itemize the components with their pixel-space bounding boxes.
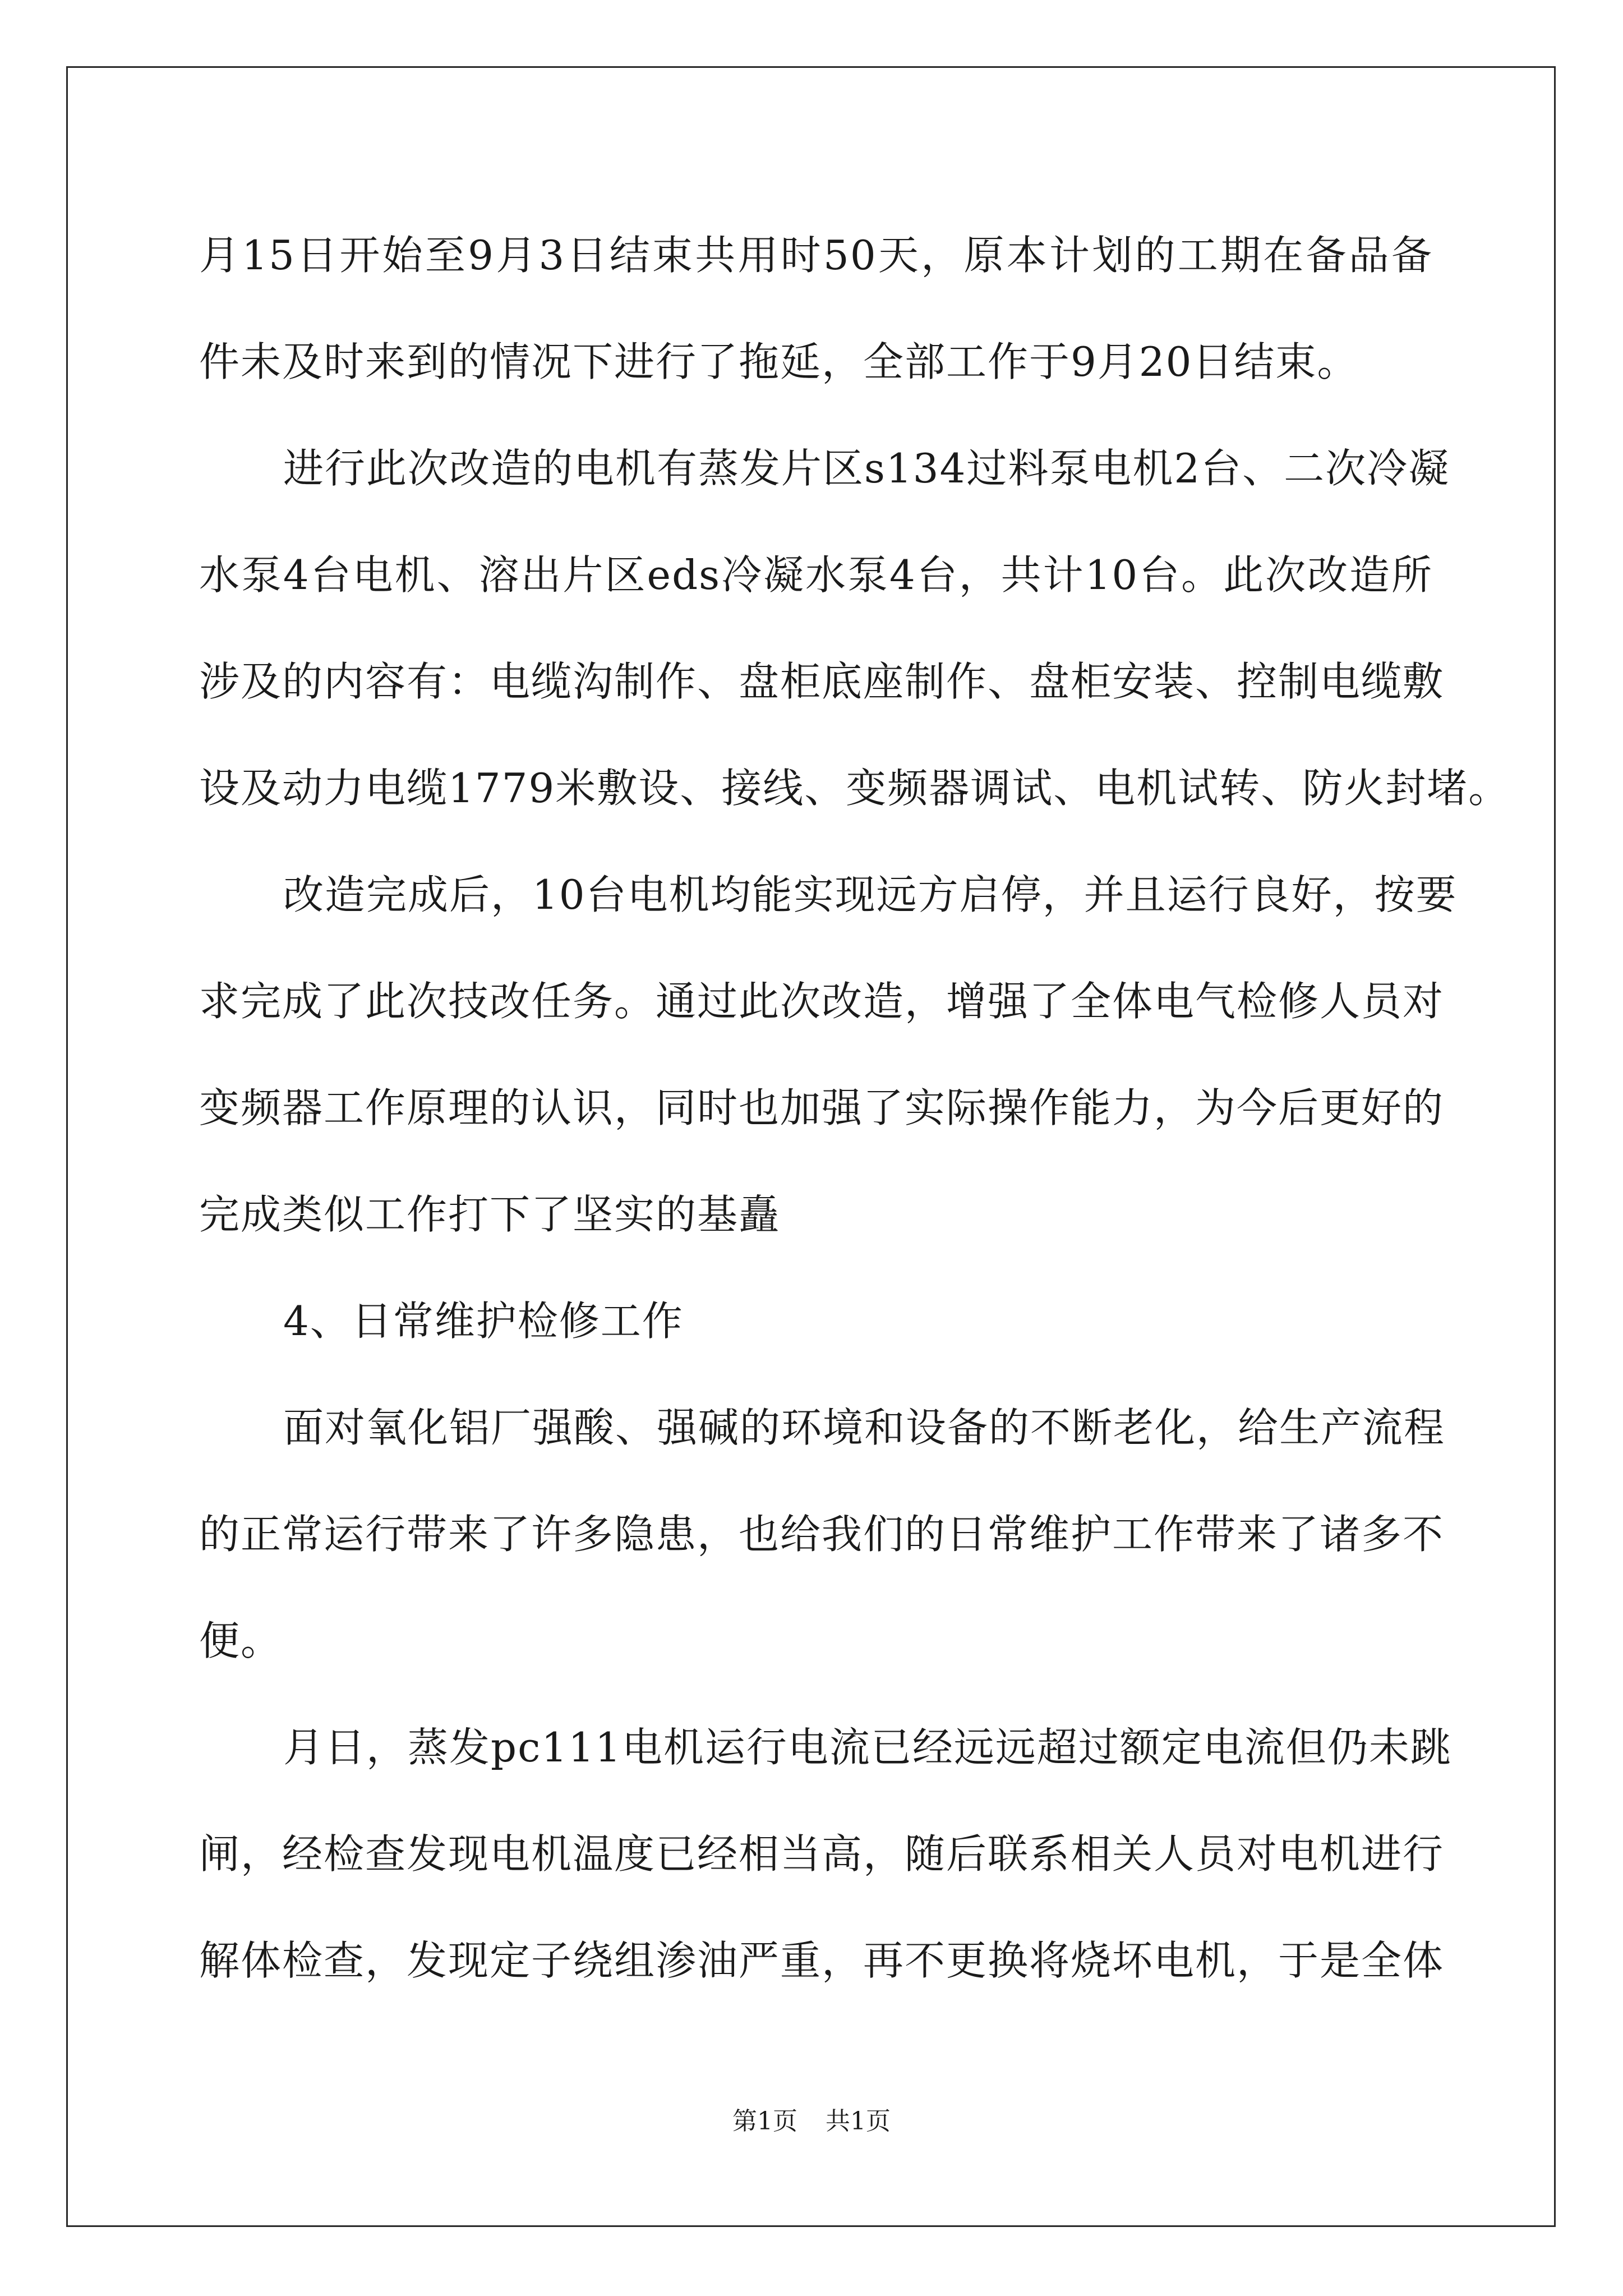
text-line: 设及动力电缆1779米敷设、接线、变频器调试、电机试转、防火封堵。 — [199, 765, 1510, 812]
text-line: 变频器工作原理的认识，同时也加强了实际操作能力，为今后更好的 — [199, 1084, 1445, 1131]
text-line: 进行此次改造的电机有蒸发片区s134过料泵电机2台、二次冷凝 — [283, 445, 1450, 492]
text-line: 解体检查，发现定子绕组渗油严重，再不更换将烧坏电机，于是全体 — [199, 1937, 1445, 1984]
text-line: 求完成了此次技改任务。通过此次改造，增强了全体电气检修人员对 — [199, 978, 1445, 1025]
text-line: 的正常运行带来了许多隐患，也给我们的日常维护工作带来了诸多不 — [199, 1511, 1445, 1558]
text-line: 面对氧化铝厂强酸、强碱的环境和设备的不断老化，给生产流程 — [283, 1404, 1446, 1451]
text-line: 闸，经检查发现电机温度已经相当高，随后联系相关人员对电机进行 — [199, 1830, 1445, 1878]
text-line: 月日，蒸发pc111电机运行电流已经远远超过额定电流但仍未跳 — [283, 1724, 1452, 1771]
section-heading: 4、日常维护检修工作 — [283, 1297, 684, 1345]
page-total: 共1页 — [826, 2107, 891, 2136]
page-number: 第1页 — [732, 2107, 797, 2136]
document-body — [199, 222, 1510, 2033]
page-footer — [0, 2105, 1623, 2138]
text-line: 改造完成后，10台电机均能实现远方启停，并且运行良好，按要 — [283, 871, 1458, 918]
text-line: 件未及时来到的情况下进行了拖延，全部工作于9月20日结束。 — [199, 338, 1359, 385]
text-line: 完成类似工作打下了坚实的基矗 — [199, 1191, 781, 1238]
text-line: 水泵4台电机、溶出片区eds冷凝水泵4台，共计10台。此次改造所 — [199, 551, 1433, 599]
text-line: 涉及的内容有：电缆沟制作、盘柜底座制作、盘柜安装、控制电缆敷 — [199, 658, 1445, 705]
text-line: 便。 — [199, 1617, 283, 1664]
text-line: 月15日开始至9月3日结束共用时50天，原本计划的工期在备品备 — [199, 232, 1433, 279]
